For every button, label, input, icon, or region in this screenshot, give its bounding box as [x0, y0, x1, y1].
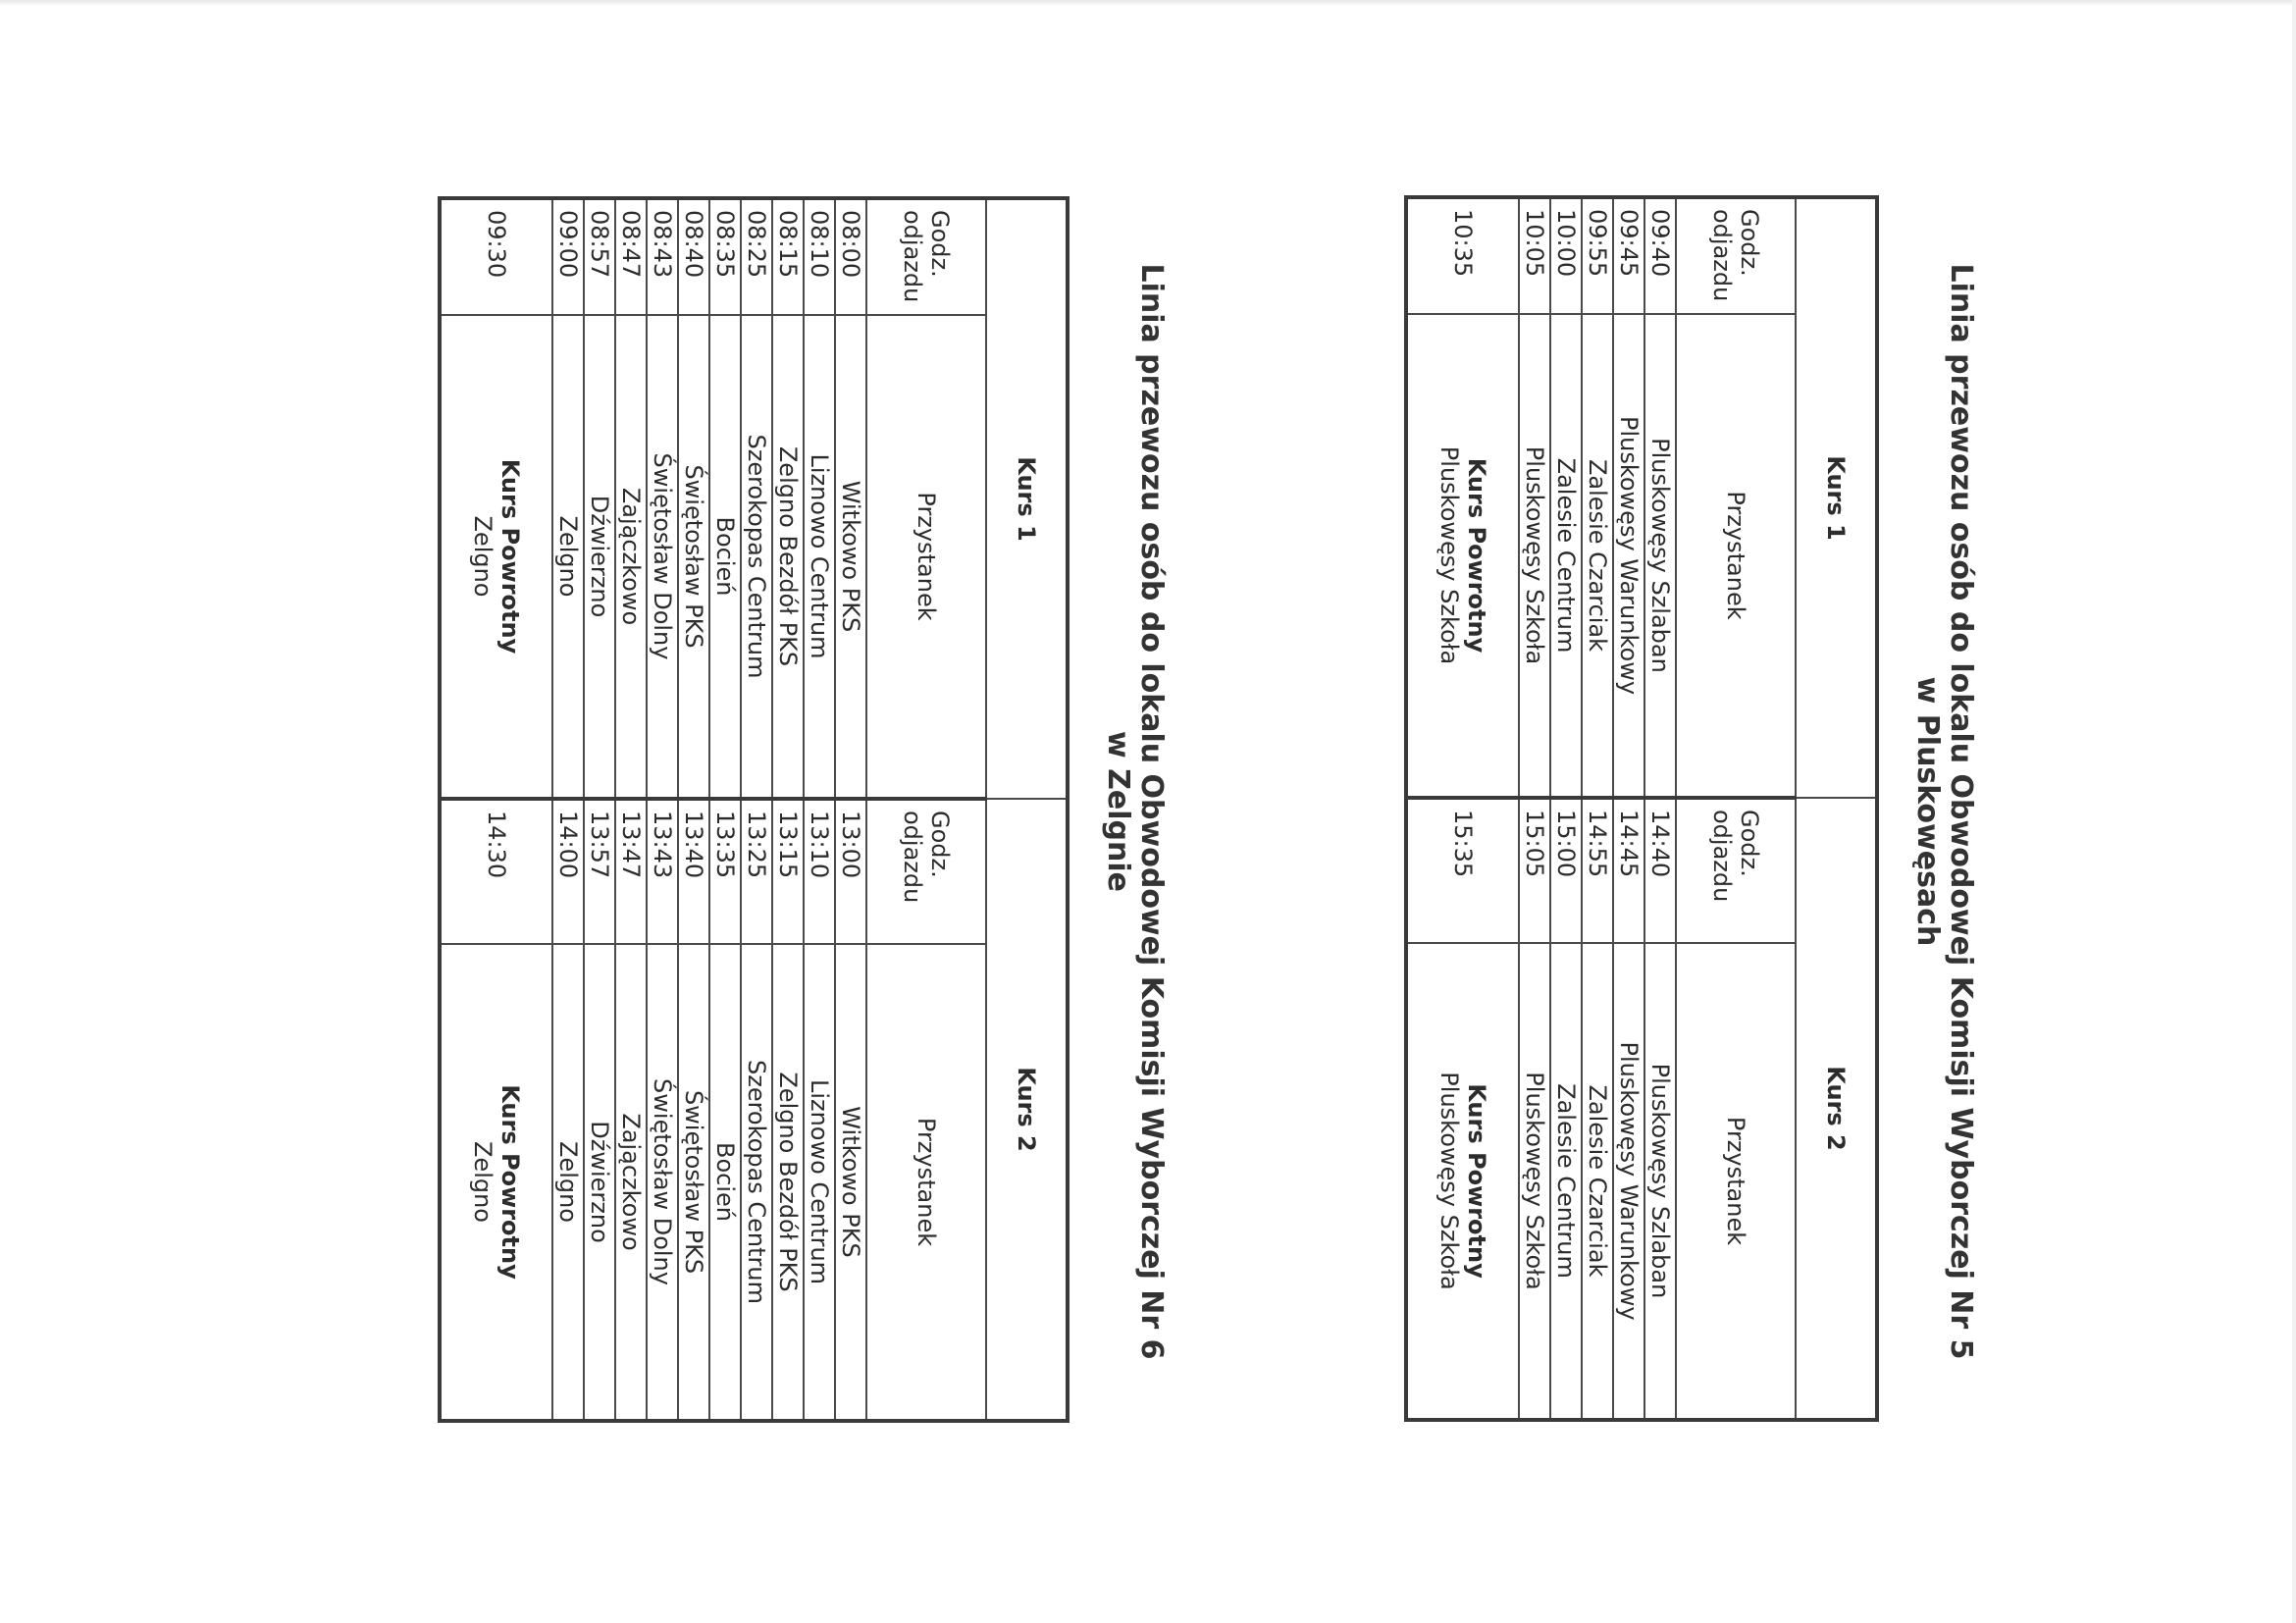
stop-name: Pluskowęsy Szkoła — [1519, 943, 1550, 1420]
title-line-2: w Pluskowęsach — [1910, 676, 1945, 947]
stop-name: Pluskowęsy Warunkowy — [1613, 943, 1644, 1420]
stop-name: Pluskowęsy Szlaban — [1644, 314, 1676, 798]
title-line-1: Linia przewozu osób do lokalu Obwodowej Komisji Wyborczej Nr 6 — [1134, 263, 1169, 1360]
return-stop: Zelgno — [469, 1140, 496, 1223]
departure-time: 13:35 — [709, 799, 741, 944]
departure-time: 15:05 — [1519, 798, 1550, 943]
table-row — [552, 198, 584, 1421]
time-column-header: Godz. odjazdu — [866, 198, 986, 315]
table-row — [1550, 197, 1582, 1420]
departure-time: 08:57 — [584, 198, 615, 315]
table-row — [772, 198, 804, 1421]
table-row — [1582, 197, 1613, 1420]
timetable — [1404, 195, 1879, 1422]
return-stop: Pluskowęsy Szkoła — [1435, 445, 1463, 665]
stop-name: Dźwierzno — [584, 315, 615, 799]
departure-time: 13:15 — [772, 799, 804, 944]
return-cell — [440, 944, 552, 1421]
return-row — [440, 198, 552, 1421]
departure-time: 08:40 — [678, 198, 709, 315]
departure-time: 13:10 — [804, 799, 835, 944]
departure-time: 08:10 — [804, 198, 835, 315]
departure-time: 08:00 — [835, 198, 866, 315]
return-row — [1406, 197, 1519, 1420]
time-column-header: Godz. odjazdu — [1676, 798, 1796, 943]
table-row — [1519, 197, 1550, 1420]
section-title — [1101, 0, 1168, 1623]
course-1-header: Kurs 1 — [1796, 197, 1877, 798]
return-cell — [1406, 314, 1519, 798]
return-cell — [1406, 943, 1519, 1420]
departure-time: 13:25 — [741, 799, 772, 944]
return-stop: Zelgno — [469, 515, 496, 598]
table-row — [804, 198, 835, 1421]
time-column-header: Godz. odjazdu — [1676, 197, 1796, 314]
return-time: 10:35 — [1406, 197, 1519, 314]
departure-time: 10:00 — [1550, 197, 1582, 314]
departure-time: 13:40 — [678, 799, 709, 944]
title-line-1: Linia przewozu osób do lokalu Obwodowej Komisji Wyborczej Nr 5 — [1944, 263, 1978, 1360]
departure-time: 08:15 — [772, 198, 804, 315]
table-row — [741, 198, 772, 1421]
departure-time: 08:47 — [615, 198, 647, 315]
departure-time: 14:45 — [1613, 798, 1644, 943]
stop-name: Liznowo Centrum — [804, 315, 835, 799]
departure-time: 10:05 — [1519, 197, 1550, 314]
return-stop: Pluskowęsy Szkoła — [1435, 1072, 1463, 1290]
stop-name: Pluskowęsy Szkoła — [1519, 314, 1550, 798]
departure-time: 08:25 — [741, 198, 772, 315]
stop-name: Zelgno Bezdół PKS — [772, 944, 804, 1421]
stop-name: Zalesie Centrum — [1550, 943, 1582, 1420]
stop-name: Zajączkowo — [615, 315, 647, 799]
return-time: 14:30 — [440, 799, 552, 944]
departure-time: 13:57 — [584, 799, 615, 944]
stop-name: Pluskowęsy Warunkowy — [1613, 314, 1644, 798]
table-row — [647, 198, 678, 1421]
section-title — [1910, 0, 1977, 1623]
return-label: Kurs Powrotny — [1463, 1083, 1490, 1279]
stop-name: Witkowo PKS — [835, 944, 866, 1421]
departure-time: 14:40 — [1644, 798, 1676, 943]
stop-name: Szerokopas Centrum — [741, 944, 772, 1421]
departure-time: 09:55 — [1582, 197, 1613, 314]
stop-column-header: Przystanek — [1676, 943, 1796, 1420]
stop-name: Świętosław Dolny — [647, 944, 678, 1421]
stop-name: Zelgno — [552, 944, 584, 1421]
stop-name: Zalesie Centrum — [1550, 314, 1582, 798]
table-row — [709, 198, 741, 1421]
stop-column-header: Przystanek — [1676, 314, 1796, 798]
table-row — [678, 198, 709, 1421]
stop-name: Pluskowęsy Szlaban — [1644, 943, 1676, 1420]
course-2-header: Kurs 2 — [1796, 798, 1877, 1420]
course-1-header: Kurs 1 — [986, 198, 1068, 799]
departure-time: 08:35 — [709, 198, 741, 315]
departure-time: 09:40 — [1644, 197, 1676, 314]
stop-name: Liznowo Centrum — [804, 944, 835, 1421]
table-row — [1644, 197, 1676, 1420]
return-cell — [440, 315, 552, 799]
timetable — [438, 196, 1070, 1423]
departure-time: 14:55 — [1582, 798, 1613, 943]
departure-time: 09:45 — [1613, 197, 1644, 314]
table-row — [584, 198, 615, 1421]
stop-name: Bocień — [709, 944, 741, 1421]
table-row — [1613, 197, 1644, 1420]
stop-name: Zelgno — [552, 315, 584, 799]
stop-name: Zalesie Czarciak — [1582, 943, 1613, 1420]
stop-name: Szerokopas Centrum — [741, 315, 772, 799]
return-label: Kurs Powrotny — [496, 1084, 524, 1280]
departure-time: 09:00 — [552, 198, 584, 315]
stop-name: Zajączkowo — [615, 944, 647, 1421]
departure-time: 13:47 — [615, 799, 647, 944]
course-2-header: Kurs 2 — [986, 799, 1068, 1421]
stop-name: Świętosław Dolny — [647, 315, 678, 799]
stop-name: Witkowo PKS — [835, 315, 866, 799]
stop-name: Zelgno Bezdół PKS — [772, 315, 804, 799]
stop-column-header: Przystanek — [866, 944, 986, 1421]
time-column-header: Godz. odjazdu — [866, 799, 986, 944]
return-time: 09:30 — [440, 198, 552, 315]
departure-time: 14:00 — [552, 799, 584, 944]
stop-name: Zalesie Czarciak — [1582, 314, 1613, 798]
return-label: Kurs Powrotny — [1463, 457, 1490, 654]
return-label: Kurs Powrotny — [496, 458, 524, 654]
title-line-2: w Zelgnie — [1101, 730, 1135, 892]
departure-time: 13:00 — [835, 799, 866, 944]
departure-time: 13:43 — [647, 799, 678, 944]
table-row — [835, 198, 866, 1421]
departure-time: 08:43 — [647, 198, 678, 315]
stop-name: Dźwierzno — [584, 944, 615, 1421]
stop-name: Bocień — [709, 315, 741, 799]
departure-time: 15:00 — [1550, 798, 1582, 943]
stop-column-header: Przystanek — [866, 315, 986, 799]
table-row — [615, 198, 647, 1421]
stop-name: Świętosław PKS — [678, 315, 709, 799]
return-time: 15:35 — [1406, 798, 1519, 943]
stop-name: Świętosław PKS — [678, 944, 709, 1421]
